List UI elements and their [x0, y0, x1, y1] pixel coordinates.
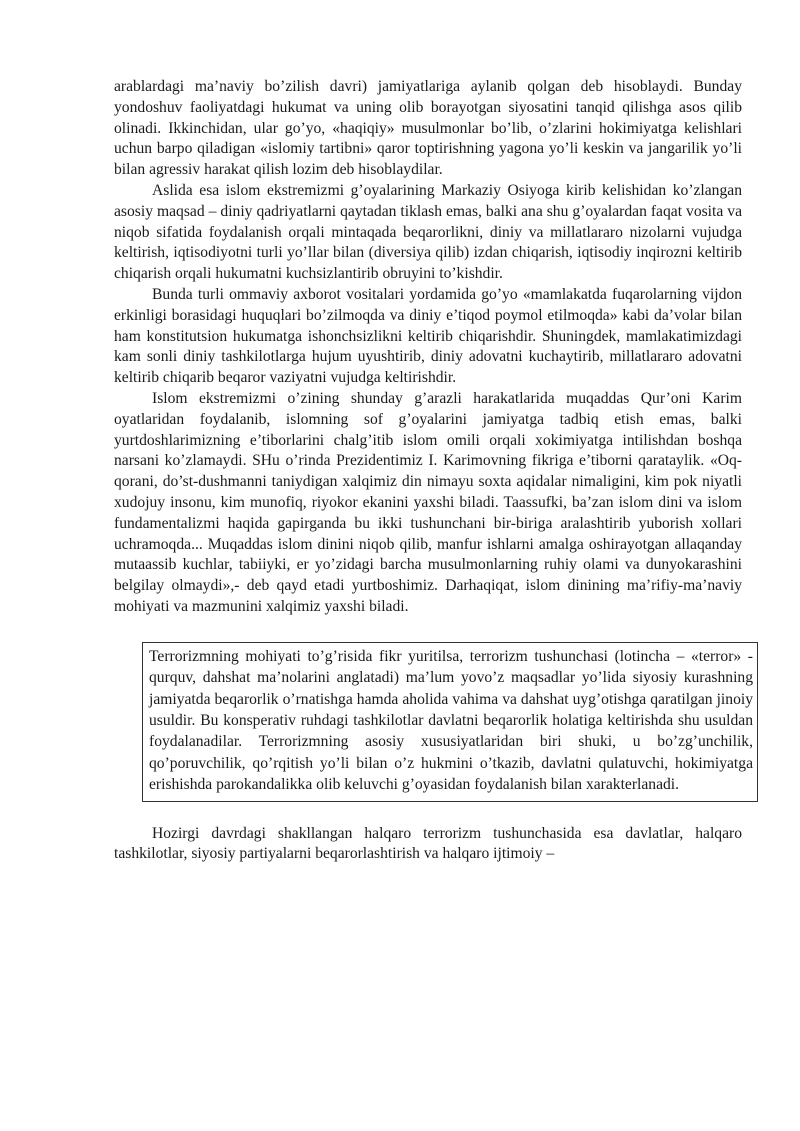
definition-box-text: Terrorizmning mohiyati to’g’risida fikr yuritilsa, terrorizm tushunchasi (lotincha – «terror» - qurquv, dahshat ma’nolarini anglatadi) ma’lum yovo’z maqsadlar yo’lida siyosiy kurashning jamiyatda beqarorlik o’rnatishga hamda aholida vahima va dahshat uyg’otishga qaratilgan jinoiy usuldir. Bu konsperativ ruhdagi tashkilotlar davlatni beqarorlik holatiga keltirishda shu usuldan foydalanadilar. Terrorizmning asosiy xususiyatlaridan biri shuki, u bo’zg’unchilik, qo’poruvchilik, qo’rqitish yo’li bilan o’z hukmini o’tkazib, davlatni qulatuvchi, hokimiyatga erishishda parokandalikka olib keluvchi g’oyasidan foydalanish bilan xarakterlanadi.	[149, 647, 753, 794]
definition-box	[142, 642, 758, 802]
paragraph-bunda: Bunda turli ommaviy axborot vositalari yordamida go’yo «mamlakatda fuqarolarning vijdon erkinligi borasidagi huquqlari bo’zilmoqda va diniy e’tiqod poymol etilmoqda» kabi da’volar bilan ham konstitutsion hukumatga ishonchsizlikni keltirib chiqarishdir. Shuningdek, mamlakatimizdagi kam sonli diniy tashkilotlarga hujum uyushtirib, diniy adovatni kuchaytirib, millatlararo adovatni keltirib chiqarib beqaror vaziyatni vujudga keltirishdir.	[114, 285, 742, 387]
document-page	[114, 77, 753, 865]
paragraph-continuation: arablardagi ma’naviy bo’zilish davri) jamiyatlariga aylanib qolgan deb hisoblaydi. Bunday yondoshuv faoliyatdagi hukumat va uning olib borayotgan siyosatini tanqid qilishga asos qilib olinadi. Ikkinchidan, ular go’yo, «haqiqiy» musulmonlar bo’lib, o’zlarini hokimiyatga kelishlari uchun barpo qiladigan «islomiy tartibni» qaror toptirishning yagona yo’li keskin va jangarilik yo’li bilan agressiv harakat qilish lozim deb hisoblaydilar.	[114, 78, 742, 179]
paragraph-aslida: Aslida esa islom ekstremizmi g’oyalarining Markaziy Osiyoga kirib kelishidan ko’zlangan asosiy maqsad – diniy qadriyatlarni qaytadan tiklash emas, balki ana shu g’oyalardan faqat vosita va niqob sifatida foydalanish orqali mintaqada beqarorlikni, diniy va millatlararo nizolarni vujudga keltirish, iqtisodiyotni turli yo’llar bilan (diversiya qilib) izdan chiqarish, iqtisodiy inqirozni keltirib chiqarish orqali hukumatni kuchsizlantirib obruyini to’kishdir.	[114, 181, 742, 283]
paragraph-hozirgi: Hozirgi davrdagi shakllangan halqaro terrorizm tushunchasida esa davlatlar, halqaro tashkilotlar, siyosiy partiyalarni beqarorlashtirish va halqaro ijtimoiy –	[114, 824, 742, 863]
paragraph-islom-ekstremizmi: Islom ekstremizmi o’zining shunday g’arazli harakatlarida muqaddas Qur’oni Karim oyatlaridan foydalanib, islomning sof g’oyalarini jamiyatga tadbiq etish emas, balki yurtdoshlarimizning e’tiborlarini chalg’itib islom omili orqali xokimiyatga intilishdan boshqa narsani ko’zlamaydi. SHu o’rinda Prezidentimiz I. Karimovning fikriga e’tiborni qarataylik. «Oq-qorani, do’st-dushmanni taniydigan xalqimiz din nimayu soxta aqidalar nimaligini, kim pok niyatli xudojuy insonu, kim munofiq, riyokor ekanini yaxshi biladi. Taassufki, ba’zan islom dini va islom fundamentalizmi haqida gapirganda bu ikki tushunchani bir-biriga aralashtirib yuborish xollari uchramoqda... Muqaddas islom dinini niqob qilib, manfur ishlarni amalga oshirayotgan allaqanday mutaassib kuchlar, tabiiyki, er yo’zidagi barcha musulmonlarning ruhiy olami va dunyokarashini belgilay olmaydi»,- deb qayd etadi yurtboshimiz. Darhaqiqat, islom dinining ma’rifiy-ma’naviy mohiyati va mazmunini xalqimiz yaxshi biladi.	[114, 389, 742, 615]
